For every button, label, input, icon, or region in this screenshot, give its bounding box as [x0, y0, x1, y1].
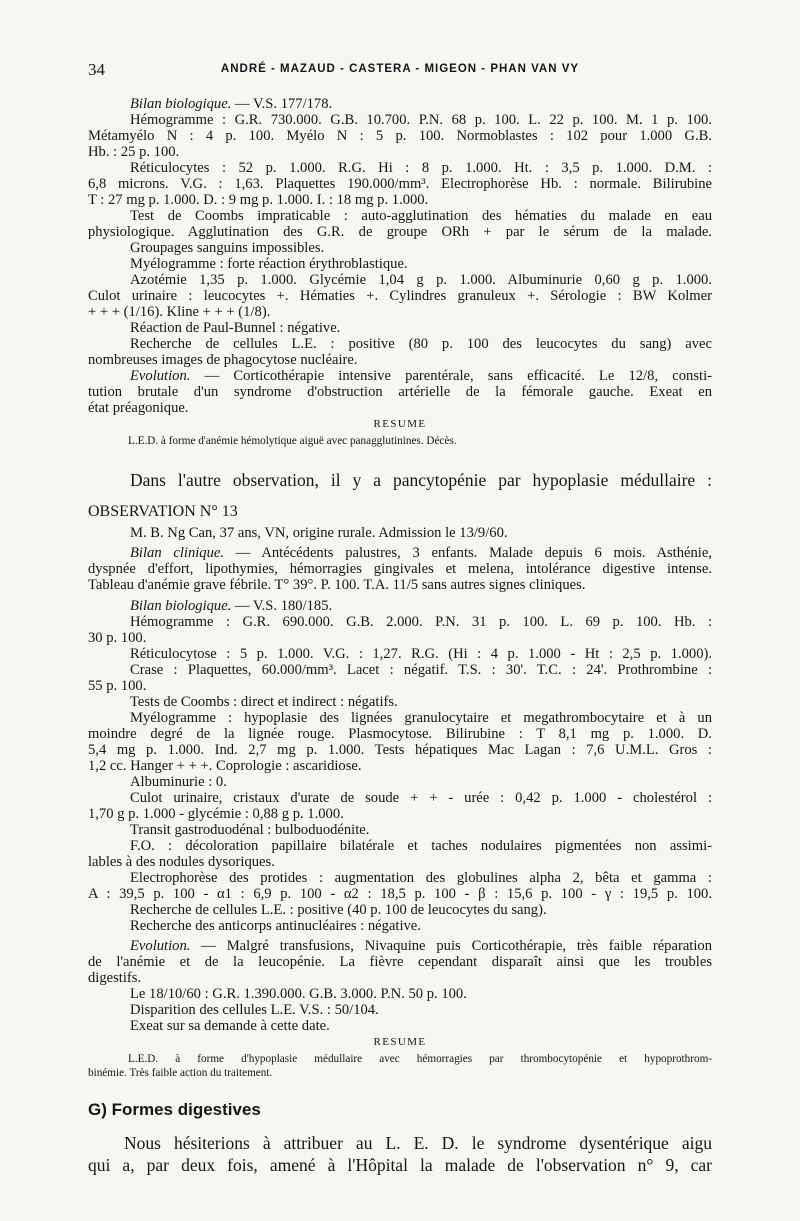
text-line: digestifs. [88, 970, 142, 986]
section-heading: G) Formes digestives [88, 1100, 261, 1119]
text-line: Tests de Coombs : direct et indirect : négatifs. [130, 694, 398, 710]
text-line: + + + (1/16). Kline + + + (1/8). [88, 304, 271, 320]
text-line: Exeat sur sa demande à cette date. [130, 1018, 330, 1034]
text-line: Myélogramme : forte réaction érythroblastique. [130, 256, 408, 272]
text-line: physiologique. Agglutination des G.R. de groupe ORh + par le sérum de la malade. [88, 224, 712, 240]
text-line: Métamyélo N : 4 p. 100. Myélo N : 5 p. 100. Normoblastes : 102 pour 1.000 G.B. [88, 128, 712, 144]
resume-text: binémie. Très faible action du traitement. [88, 1067, 273, 1079]
evolution-line: Evolution. — Corticothérapie intensive parentérale, sans efficacité. Le 12/8, consti- [130, 368, 712, 384]
text-line: Albuminurie : 0. [130, 774, 227, 790]
text-line: A : 39,5 p. 100 - α1 : 6,9 p. 100 - α2 : 18,5 p. 100 - β : 15,6 p. 100 - γ : 19,5 p. 100. [88, 886, 712, 902]
text-line: Recherche de cellules L.E. : positive (40 p. 100 de leucocytes du sang). [130, 902, 547, 918]
text-line: Myélogramme : hypoplasie des lignées granulocytaire et megathrombocytaire et à un [130, 710, 712, 726]
text-line: 55 p. 100. [88, 678, 147, 694]
text-line: Nous hésiterions à attribuer au L. E. D. le syndrome dysentérique aigu [124, 1133, 712, 1153]
text-line: 5,4 mg p. 1.000. Ind. 2,7 mg p. 1.000. Tests hépatiques Mac Lagan : 7,6 U.M.L. Gros : [88, 742, 712, 758]
text-line: Culot urinaire, cristaux d'urate de soude + + - urée : 0,42 p. 1.000 - cholestérol : [130, 790, 712, 806]
text-line: 30 p. 100. [88, 630, 147, 646]
text-line: Tableau d'anémie grave fébrile. T° 39°. P. 100. T.A. 11/5 sans autres signes cliniques. [88, 577, 586, 593]
text-line: 6,8 microns. V.G. : 1,63. Plaquettes 190.000/mm³. Electrophorèse Hb. : normale. Bilirubine [88, 176, 712, 192]
text-line: de l'anémie et de la leucopénie. La fièvre cependant disparaît ainsi que les troubles [88, 954, 712, 970]
transition-sentence: Dans l'autre observation, il y a pancytopénie par hypoplasie médullaire : [130, 470, 712, 490]
text-line: Culot urinaire : leucocytes +. Hématies +. Cylindres granuleux +. Sérologie : BW Kolmer [88, 288, 712, 304]
text-line: Réticulocytose : 5 p. 1.000. V.G. : 1,27. R.G. (Hi : 4 p. 1.000 - Ht : 2,5 p. 1.000). [130, 646, 712, 662]
text-line: Le 18/10/60 : G.R. 1.390.000. G.B. 3.000. P.N. 50 p. 100. [130, 986, 467, 1002]
resume-heading: RESUME [373, 1036, 427, 1048]
text-line: nombreuses images de phagocytose nucléaire. [88, 352, 358, 368]
text-line: Disparition des cellules L.E. V.S. : 50/104. [130, 1002, 379, 1018]
text-line: dyspnée d'effort, lipothymies, hémorragies gingivales et melena, intolérance digestive intense. [88, 561, 712, 577]
text-line: Hémogramme : G.R. 690.000. G.B. 2.000. P.N. 31 p. 100. L. 69 p. 100. Hb. : [130, 614, 712, 630]
resume-heading: RESUME [373, 418, 427, 430]
text-line: Recherche de cellules L.E. : positive (80 p. 100 des leucocytes du sang) avec [130, 336, 712, 352]
text-line: Hémogramme : G.R. 730.000. G.B. 10.700. P.N. 68 p. 100. L. 22 p. 100. M. 1 p. 100. [130, 112, 712, 128]
bilan-clinique-line: Bilan clinique. — Antécédents palustres, 3 enfants. Malade depuis 6 mois. Asthénie, [130, 545, 712, 561]
text-line: Crase : Plaquettes, 60.000/mm³. Lacet : négatif. T.S. : 30'. T.C. : 24'. Prothrombine : [130, 662, 712, 678]
text-line: tution brutale d'un syndrome d'obstruction artérielle de la fémorale gauche. Exeat en [88, 384, 712, 400]
text-line: 1,70 g p. 1.000 - glycémie : 0,88 g p. 1.000. [88, 806, 344, 822]
text-line: état préagonique. [88, 400, 189, 416]
text-line: T : 27 mg p. 1.000. D. : 9 mg p. 1.000. I. : 18 mg p. 1.000. [88, 192, 429, 208]
text-line: Electrophorèse des protides : augmentation des globulines alpha 2, bêta et gamma : [130, 870, 712, 886]
bilan-biologique-line: Bilan biologique. — V.S. 177/178. [130, 96, 333, 112]
text-line: lables à des nodules dysoriques. [88, 854, 275, 870]
text-line: 1,2 cc. Hanger + + +. Coprologie : ascaridiose. [88, 758, 362, 774]
text-line: Réaction de Paul-Bunnel : négative. [130, 320, 341, 336]
page-number: 34 [88, 60, 105, 79]
resume-text: L.E.D. à forme d'hypoplasie médullaire avec hémorragies par thrombocytopénie et hypoprothrom- [128, 1053, 712, 1065]
text-line: Hb. : 25 p. 100. [88, 144, 180, 160]
text-line: Groupages sanguins impossibles. [130, 240, 325, 256]
evolution-line: Evolution. — Malgré transfusions, Nivaquine puis Corticothérapie, très faible réparation [130, 938, 712, 954]
text-line: qui a, par deux fois, amené à l'Hôpital la malade de l'observation n° 9, car [88, 1155, 712, 1175]
text-line: moindre degré de la lignée rouge. Plasmocytose. Bilirubine : T 8,1 mg p. 1.000. D. [88, 726, 712, 742]
running-title: ANDRÉ - MAZAUD - CASTERA - MIGEON - PHAN VAN VY [220, 63, 580, 75]
text-line: Test de Coombs impraticable : auto-agglutination des hématies du malade en eau [130, 208, 712, 224]
bilan-biologique-line: Bilan biologique. — V.S. 180/185. [130, 598, 333, 614]
text-line: M. B. Ng Can, 37 ans, VN, origine rurale. Admission le 13/9/60. [130, 525, 508, 541]
text-line: Réticulocytes : 52 p. 1.000. R.G. Hi : 8 p. 1.000. Ht. : 3,5 p. 1.000. D.M. : [130, 160, 712, 176]
page-header [88, 60, 712, 80]
resume-text: L.E.D. à forme d'anémie hémolytique aiguë avec panagglutinines. Décès. [128, 435, 457, 447]
observation-title: OBSERVATION N° 13 [88, 503, 238, 520]
text-line: Azotémie 1,35 p. 1.000. Glycémie 1,04 g p. 1.000. Albuminurie 0,60 g p. 1.000. [130, 272, 712, 288]
text-line: Transit gastroduodénal : bulboduodénite. [130, 822, 370, 838]
text-line: Recherche des anticorps antinucléaires : négative. [130, 918, 421, 934]
text-line: F.O. : décoloration papillaire bilatérale et taches nodulaires pigmentées non assimi- [130, 838, 712, 854]
